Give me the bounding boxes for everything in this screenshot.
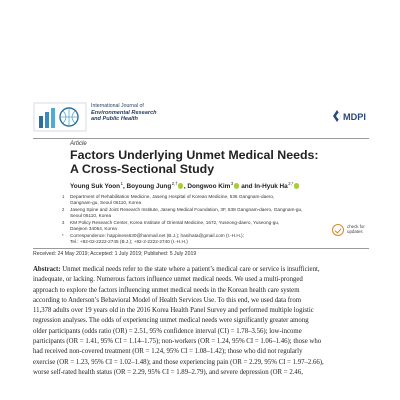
abstract-line <box>33 265 369 275</box>
author-affiliation-mark: 1 <box>120 181 123 186</box>
publisher-name: MDPI <box>343 111 366 122</box>
author-separator: , <box>183 183 186 191</box>
abstract-line: worse self-rated health status (OR = 2.29, 95% CI = 1.89–2.79), and severe depression (OR = 2.46, <box>33 368 303 376</box>
affiliation-number: 3 <box>62 220 65 225</box>
abstract-line: approach to explore the factors influencing unmet medical needs in the Korean health care system <box>33 286 300 294</box>
author-affiliation-mark: 3 <box>230 181 234 186</box>
affiliation-line: Gangnam-gu, Seoul 06110, Korea <box>70 199 142 205</box>
affiliation-number: * <box>62 233 64 238</box>
affiliation-line: Daejeon 34054, Korea <box>70 225 117 231</box>
orcid-icon[interactable] <box>294 183 299 188</box>
journal-name-line3: and Public Health <box>91 116 138 123</box>
article-title-line2: A Cross-Sectional Study <box>70 162 215 176</box>
mdpi-logo <box>332 108 368 124</box>
publication-dates: Received: 24 May 2019; Accepted: 1 July 2019; Published: 5 July 2019 <box>33 251 197 257</box>
author-name: Boyoung Jung <box>126 183 172 191</box>
abstract-line: participants (OR = 1.41, 95% CI = 1.14–1.75); non-workers (OR = 1.24, 95% CI = 1.06–1.46); those who <box>33 338 322 346</box>
check-icon <box>332 224 344 236</box>
correspondence-line: Tel.: +82-02-2222-2745 (B.J.); +82-2-2222-2740 (I.-H.H.) <box>70 238 188 244</box>
journal-name <box>91 103 157 123</box>
author-list <box>70 181 370 190</box>
affiliation <box>62 194 312 206</box>
affiliation-number: 1 <box>62 194 65 199</box>
affiliation-line: Department of Rehabilitation Medicine, Jaseng Hospital of Korean Medicine, 536 Gangnam-daero, <box>70 194 275 199</box>
check-label-line1: check for <box>347 224 365 229</box>
correspondence-line: Correspondence: happiness630@hanmail.net (B.J.); hanihata@gmail.com (I.-H.H.); <box>70 233 244 238</box>
check-for-updates-label <box>347 224 365 234</box>
abstract-label: Abstract: <box>33 266 61 273</box>
affiliation-number: 2 <box>62 207 65 212</box>
abstract-line: 11,378 adults over 19 years old in the 2016 Korea Health Panel Survey and performed multiple logistic <box>33 307 314 315</box>
author-name: Young Suk Yoon <box>70 183 121 191</box>
author-separator: and <box>241 183 253 191</box>
article-title-line1: Factors Underlying Unmet Medical Needs: <box>70 148 319 162</box>
journal-name-line2: Environmental Research <box>91 109 157 116</box>
affiliation-line: Seoul 06110, Korea <box>70 212 112 218</box>
author-separator: , <box>122 183 125 191</box>
author-affiliation-mark: 2,* <box>288 181 294 186</box>
affiliation-line: KM Policy Research Center, Korea Institute of Oriental Medicine, 1672, Yuseong-daero, Yuseong-gu, <box>70 220 280 225</box>
orcid-icon[interactable] <box>234 183 239 188</box>
check-label-line2: updates <box>347 229 363 234</box>
article-type: Article <box>70 141 87 147</box>
abstract-line: older participants (odds ratio (OR) = 2.51, 95% confidence interval (CI) = 1.78–3.56); low-income <box>33 327 302 335</box>
affiliation <box>62 207 312 219</box>
correspondence <box>62 233 312 245</box>
journal-logo-icon <box>33 102 87 132</box>
abstract-line: had received non-covered treatment (OR = 1.24, 95% CI = 1.08–1.42); those who did not regularly <box>33 348 303 356</box>
author-name: Dongwoo Kim <box>187 183 231 191</box>
author-affiliation-mark: 2,† <box>171 181 178 186</box>
header-divider <box>33 138 369 139</box>
affiliation-line: Jaseng Spine and Joint Research Institute, Jaseng Medical Foundation, 3F, 538 Gangnam-daero, Gangnam-gu, <box>70 207 303 212</box>
orcid-icon[interactable] <box>178 183 183 188</box>
abstract-text: Unmet medical needs refer to the state where a patient’s medical care or service is insufficient, <box>60 266 320 273</box>
author-name: In-Hyuk Ha <box>254 183 288 191</box>
dates-divider <box>33 248 369 249</box>
abstract-line: inadequate, or lacking. Numerous factors influence unmet medical needs. We used a multi-pronged <box>33 276 303 284</box>
affiliation <box>62 220 312 232</box>
check-for-updates-button[interactable] <box>332 222 372 240</box>
abstract-line: according to Anderson’s Behavioral Model of Health Services Use. To this end, we used data from <box>33 296 301 304</box>
abstract-line: regression analyses. The odds of experiencing unmet medical needs were significantly greater among <box>33 317 309 325</box>
article-title <box>70 148 370 176</box>
abstract <box>33 265 369 378</box>
journal-name-line1: International Journal of <box>91 103 144 109</box>
abstract-line: exercise (OR = 1.23, 95% CI = 1.02–1.48); and those experiencing pain (OR = 2.29, 95% CI = 1.97–2.66), <box>33 358 324 366</box>
